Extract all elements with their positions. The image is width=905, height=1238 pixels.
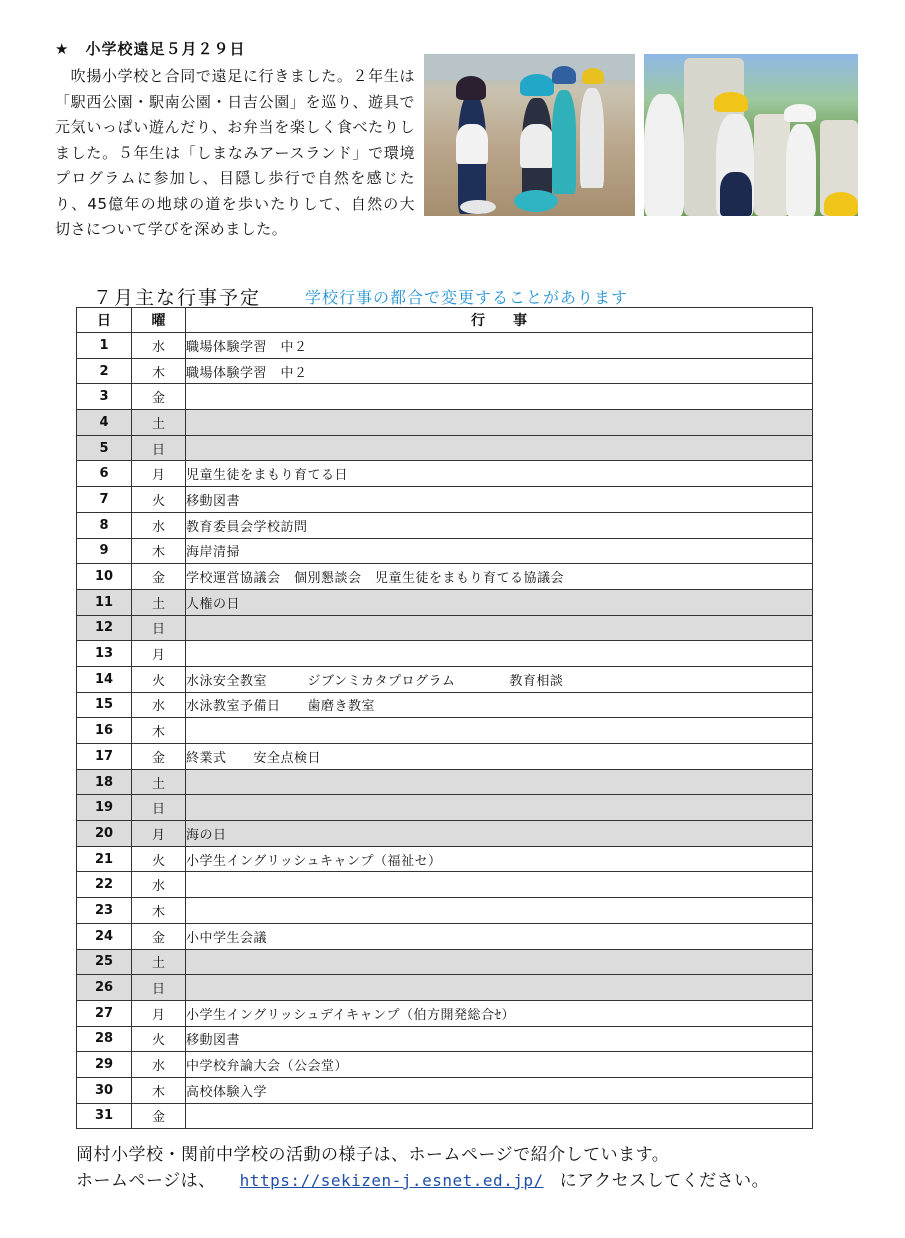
schedule-event: 移動図書 (186, 1026, 813, 1052)
schedule-row (77, 795, 813, 821)
schedule-header-row (77, 308, 813, 333)
schedule-row (77, 1103, 813, 1129)
schedule-weekday: 土 (132, 410, 186, 436)
schedule-event: 人権の日 (186, 589, 813, 615)
footer-notice: 岡村小学校・関前中学校の活動の様子は、ホームページで紹介しています。 (76, 1145, 670, 1165)
schedule-weekday: 金 (132, 744, 186, 770)
schedule-weekday: 木 (132, 538, 186, 564)
schedule-weekday: 木 (132, 718, 186, 744)
schedule-day: 8 (77, 512, 132, 538)
schedule-day: 20 (77, 821, 132, 847)
schedule-weekday: 木 (132, 1077, 186, 1103)
schedule-row (77, 410, 813, 436)
schedule-weekday: 金 (132, 384, 186, 410)
schedule-weekday: 金 (132, 564, 186, 590)
schedule-weekday: 日 (132, 435, 186, 461)
schedule-note: 学校行事の都合で変更することがあります (305, 288, 629, 307)
schedule-weekday: 月 (132, 461, 186, 487)
schedule-event: 終業式 安全点検日 (186, 744, 813, 770)
schedule-weekday: 火 (132, 1026, 186, 1052)
schedule-event (186, 410, 813, 436)
schedule-event (186, 1103, 813, 1129)
schedule-event (186, 949, 813, 975)
schedule-day: 10 (77, 564, 132, 590)
schedule-title: ７月主な行事予定 (93, 287, 262, 309)
schedule-weekday: 水 (132, 333, 186, 359)
schedule-row (77, 615, 813, 641)
schedule-event: 移動図書 (186, 487, 813, 513)
schedule-weekday: 金 (132, 1103, 186, 1129)
schedule-row (77, 821, 813, 847)
schedule-weekday: 火 (132, 666, 186, 692)
schedule-weekday: 木 (132, 898, 186, 924)
schedule-weekday: 日 (132, 615, 186, 641)
schedule-weekday: 月 (132, 821, 186, 847)
schedule-row (77, 898, 813, 924)
schedule-weekday: 土 (132, 769, 186, 795)
schedule-event: 教育委員会学校訪問 (186, 512, 813, 538)
schedule-row (77, 769, 813, 795)
schedule-event (186, 898, 813, 924)
schedule-day: 27 (77, 1000, 132, 1026)
schedule-row (77, 718, 813, 744)
schedule-weekday: 火 (132, 487, 186, 513)
schedule-row (77, 666, 813, 692)
schedule-row (77, 461, 813, 487)
schedule-day: 30 (77, 1077, 132, 1103)
schedule-day: 2 (77, 358, 132, 384)
schedule-day: 5 (77, 435, 132, 461)
schedule-row (77, 923, 813, 949)
schedule-row (77, 564, 813, 590)
schedule-weekday: 水 (132, 872, 186, 898)
schedule-day: 4 (77, 410, 132, 436)
schedule-event (186, 769, 813, 795)
schedule-weekday: 水 (132, 1052, 186, 1078)
schedule-weekday: 月 (132, 1000, 186, 1026)
schedule-weekday: 土 (132, 949, 186, 975)
schedule-day: 25 (77, 949, 132, 975)
schedule-row (77, 487, 813, 513)
excursion-photo-playground (424, 54, 635, 216)
schedule-row (77, 384, 813, 410)
schedule-event: 児童生徒をまもり育てる日 (186, 461, 813, 487)
schedule-day: 29 (77, 1052, 132, 1078)
schedule-weekday: 日 (132, 795, 186, 821)
schedule-weekday: 水 (132, 512, 186, 538)
schedule-event (186, 641, 813, 667)
footer-suffix: にアクセスしてください。 (559, 1171, 770, 1191)
schedule-row (77, 435, 813, 461)
schedule-event: 水泳教室予備日 歯磨き教室 (186, 692, 813, 718)
schedule-day: 11 (77, 589, 132, 615)
schedule-row (77, 1026, 813, 1052)
schedule-row (77, 744, 813, 770)
schedule-day: 12 (77, 615, 132, 641)
schedule-event: 高校体験入学 (186, 1077, 813, 1103)
schedule-day: 22 (77, 872, 132, 898)
schedule-row (77, 872, 813, 898)
schedule-event (186, 718, 813, 744)
schedule-row (77, 358, 813, 384)
schedule-day: 28 (77, 1026, 132, 1052)
schedule-event: 水泳安全教室 ジブンミカタプログラム 教育相談 (186, 666, 813, 692)
schedule-event: 小中学生会議 (186, 923, 813, 949)
schedule-row (77, 589, 813, 615)
header-event: 行 事 (186, 308, 813, 333)
schedule-day: 26 (77, 975, 132, 1001)
schedule-day: 17 (77, 744, 132, 770)
schedule-day: 18 (77, 769, 132, 795)
schedule-day: 9 (77, 538, 132, 564)
homepage-link[interactable]: https://sekizen-j.esnet.ed.jp/ (239, 1171, 544, 1190)
schedule-weekday: 月 (132, 641, 186, 667)
schedule-event (186, 615, 813, 641)
schedule-row (77, 333, 813, 359)
article-title: ★ 小学校遠足５月２９日 (55, 40, 246, 58)
schedule-row (77, 692, 813, 718)
schedule-row (77, 512, 813, 538)
schedule-row (77, 641, 813, 667)
schedule-day: 13 (77, 641, 132, 667)
footer-prefix: ホームページは、 (76, 1171, 216, 1191)
schedule-event: 職場体験学習 中２ (186, 358, 813, 384)
schedule-event (186, 435, 813, 461)
header-day: 日 (77, 308, 132, 333)
schedule-day: 16 (77, 718, 132, 744)
schedule-day: 1 (77, 333, 132, 359)
schedule-row (77, 1077, 813, 1103)
schedule-day: 7 (77, 487, 132, 513)
schedule-weekday: 火 (132, 846, 186, 872)
schedule-event: 小学生イングリッシュキャンプ（福祉セ） (186, 846, 813, 872)
schedule-row (77, 846, 813, 872)
schedule-day: 15 (77, 692, 132, 718)
schedule-table (76, 307, 813, 1129)
schedule-day: 19 (77, 795, 132, 821)
schedule-event: 海の日 (186, 821, 813, 847)
schedule-event (186, 795, 813, 821)
schedule-day: 6 (77, 461, 132, 487)
schedule-event: 中学校弁論大会（公会堂） (186, 1052, 813, 1078)
schedule-row (77, 1000, 813, 1026)
schedule-day: 31 (77, 1103, 132, 1129)
excursion-photo-earthland (644, 54, 858, 216)
schedule-row (77, 1052, 813, 1078)
schedule-event: 海岸清掃 (186, 538, 813, 564)
schedule-day: 24 (77, 923, 132, 949)
schedule-weekday: 土 (132, 589, 186, 615)
schedule-row (77, 538, 813, 564)
schedule-day: 21 (77, 846, 132, 872)
schedule-row (77, 975, 813, 1001)
schedule-day: 14 (77, 666, 132, 692)
schedule-event: 職場体験学習 中２ (186, 333, 813, 359)
schedule-event (186, 975, 813, 1001)
article-body: 吹揚小学校と合同で遠足に行きました。２年生は「駅西公園・駅南公園・日吉公園」を巡り、遊具で元気いっぱい遊んだり、お弁当を楽しく食べたりしました。５年生は「しまなみアースランド」で環境プログラムに参加し、目隠し歩行で自然を感じたり、45億年の地球の道を歩いたりして、自然の大切さについて学びを深めました。 (55, 67, 415, 238)
schedule-day: 23 (77, 898, 132, 924)
schedule-event (186, 384, 813, 410)
header-weekday: 曜 (132, 308, 186, 333)
schedule-event (186, 872, 813, 898)
schedule-row (77, 949, 813, 975)
schedule-event: 小学生イングリッシュデイキャンプ（伯方開発総合ｾ） (186, 1000, 813, 1026)
schedule-event: 学校運営協議会 個別懇談会 児童生徒をまもり育てる協議会 (186, 564, 813, 590)
schedule-weekday: 水 (132, 692, 186, 718)
footer-homepage (76, 1166, 769, 1191)
schedule-day: 3 (77, 384, 132, 410)
schedule-weekday: 日 (132, 975, 186, 1001)
schedule-weekday: 金 (132, 923, 186, 949)
schedule-weekday: 木 (132, 358, 186, 384)
